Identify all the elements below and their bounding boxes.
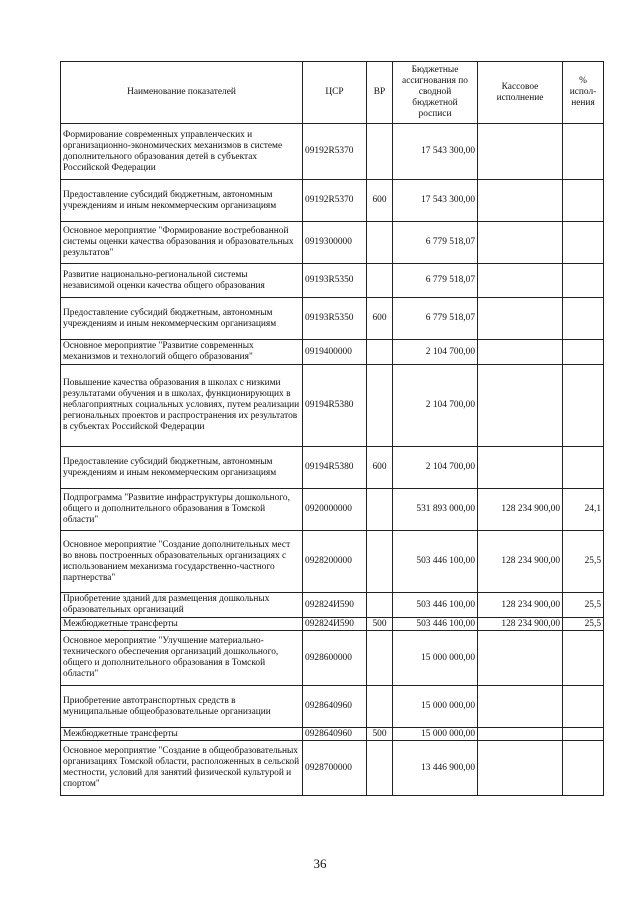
cell-vr: 600 — [367, 298, 393, 340]
cell-csr: 0919300000 — [303, 222, 367, 264]
cell-budget: 17 543 300,00 — [393, 180, 478, 222]
header-budget: Бюджетные ассигнования по сводной бюджетной росписи — [393, 62, 478, 124]
cell-budget: 15 000 000,00 — [393, 728, 478, 741]
cell-pct — [563, 298, 604, 340]
table-row — [61, 298, 604, 340]
header-pct: % испол-нения — [563, 62, 604, 124]
cell-cash — [478, 340, 563, 365]
table-row — [61, 180, 604, 222]
cell-cash — [478, 298, 563, 340]
cell-name: Основное мероприятие "Формирование востребованной системы оценки качества образования и образовательных результатов" — [61, 222, 303, 264]
budget-execution-table — [60, 61, 604, 796]
cell-budget: 17 543 300,00 — [393, 124, 478, 180]
table-header-row — [61, 62, 604, 124]
cell-vr — [367, 365, 393, 447]
cell-budget: 15 000 000,00 — [393, 631, 478, 686]
cell-name: Предоставление субсидий бюджетным, автономным учреждениям и иным некоммерческим организациям — [61, 447, 303, 489]
table-row — [61, 222, 604, 264]
header-csr: ЦСР — [303, 62, 367, 124]
cell-name: Предоставление субсидий бюджетным, автономным учреждениям и иным некоммерческим организациям — [61, 180, 303, 222]
header-cash: Кассовое исполнение — [478, 62, 563, 124]
cell-csr: 09193R5350 — [303, 298, 367, 340]
cell-pct — [563, 728, 604, 741]
cell-name: Формирование современных управленческих и организационно-экономических механизмов в системе дополнительного образования детей в субъектах Российской Федерации — [61, 124, 303, 180]
cell-pct: 25,5 — [563, 593, 604, 618]
cell-name: Развитие национально-региональной системы независимой оценки качества общего образования — [61, 264, 303, 298]
cell-pct: 25,5 — [563, 618, 604, 631]
cell-cash — [478, 124, 563, 180]
cell-vr — [367, 489, 393, 531]
table-row — [61, 741, 604, 796]
cell-csr: 092824И590 — [303, 618, 367, 631]
header-name: Наименование показателей — [61, 62, 303, 124]
cell-cash — [478, 447, 563, 489]
cell-vr: 600 — [367, 180, 393, 222]
cell-pct — [563, 264, 604, 298]
cell-vr — [367, 222, 393, 264]
cell-pct — [563, 686, 604, 728]
cell-cash: 128 234 900,00 — [478, 489, 563, 531]
cell-cash — [478, 264, 563, 298]
table-row — [61, 365, 604, 447]
cell-csr: 0928700000 — [303, 741, 367, 796]
table-row — [61, 686, 604, 728]
table-row — [61, 728, 604, 741]
cell-budget: 2 104 700,00 — [393, 447, 478, 489]
cell-pct — [563, 741, 604, 796]
table-row — [61, 489, 604, 531]
cell-cash — [478, 180, 563, 222]
cell-cash — [478, 222, 563, 264]
cell-csr: 0919400000 — [303, 340, 367, 365]
cell-budget: 503 446 100,00 — [393, 618, 478, 631]
cell-budget: 503 446 100,00 — [393, 593, 478, 618]
cell-name: Повышение качества образования в школах с низкими результатами обучения и в школах, функционирующих в неблагоприятных социальных условиях, путем реализации региональных проектов и распространения их результатов в субъектах Российской Федерации — [61, 365, 303, 447]
table-row — [61, 531, 604, 593]
cell-pct — [563, 365, 604, 447]
cell-cash — [478, 631, 563, 686]
cell-pct: 25,5 — [563, 531, 604, 593]
cell-vr: 600 — [367, 447, 393, 489]
cell-pct — [563, 222, 604, 264]
cell-name: Подпрограмма "Развитие инфраструктуры дошкольного, общего и дополнительного образования в Томской области" — [61, 489, 303, 531]
cell-name: Основное мероприятие "Улучшение материально-технического обеспечения организаций дошкольного, общего и дополнительного образования в Томской области" — [61, 631, 303, 686]
header-vr: ВР — [367, 62, 393, 124]
cell-vr — [367, 531, 393, 593]
cell-csr: 0928600000 — [303, 631, 367, 686]
table-row — [61, 447, 604, 489]
cell-budget: 2 104 700,00 — [393, 340, 478, 365]
cell-pct — [563, 180, 604, 222]
cell-csr: 0920000000 — [303, 489, 367, 531]
cell-budget: 15 000 000,00 — [393, 686, 478, 728]
table-row — [61, 340, 604, 365]
cell-pct — [563, 340, 604, 365]
cell-budget: 6 779 518,07 — [393, 264, 478, 298]
cell-csr: 09194R5380 — [303, 447, 367, 489]
cell-budget: 6 779 518,07 — [393, 222, 478, 264]
table-row — [61, 618, 604, 631]
cell-budget: 531 893 000,00 — [393, 489, 478, 531]
cell-vr — [367, 264, 393, 298]
cell-cash: 128 234 900,00 — [478, 593, 563, 618]
cell-vr — [367, 340, 393, 365]
cell-name: Основное мероприятие "Развитие современных механизмов и технологий общего образования" — [61, 340, 303, 365]
cell-name: Межбюджетные трансферты — [61, 618, 303, 631]
cell-cash: 128 234 900,00 — [478, 618, 563, 631]
cell-name: Предоставление субсидий бюджетным, автономным учреждениям и иным некоммерческим организациям — [61, 298, 303, 340]
table-row — [61, 124, 604, 180]
cell-budget: 6 779 518,07 — [393, 298, 478, 340]
cell-csr: 09192R5370 — [303, 124, 367, 180]
cell-cash: 128 234 900,00 — [478, 531, 563, 593]
cell-csr: 092824И590 — [303, 593, 367, 618]
cell-csr: 09192R5370 — [303, 180, 367, 222]
cell-csr: 09194R5380 — [303, 365, 367, 447]
page-number: 36 — [313, 856, 327, 871]
cell-vr — [367, 686, 393, 728]
cell-vr — [367, 124, 393, 180]
cell-name: Межбюджетные трансферты — [61, 728, 303, 741]
cell-pct — [563, 447, 604, 489]
cell-pct: 24,1 — [563, 489, 604, 531]
table-row — [61, 593, 604, 618]
cell-pct — [563, 124, 604, 180]
cell-cash — [478, 365, 563, 447]
cell-vr: 500 — [367, 618, 393, 631]
cell-name: Приобретение зданий для размещения дошкольных образовательных организаций — [61, 593, 303, 618]
cell-csr: 09193R5350 — [303, 264, 367, 298]
cell-csr: 0928640960 — [303, 728, 367, 741]
budget-table-container — [60, 61, 603, 796]
cell-cash — [478, 728, 563, 741]
cell-budget: 503 446 100,00 — [393, 531, 478, 593]
cell-vr — [367, 741, 393, 796]
table-row — [61, 631, 604, 686]
cell-pct — [563, 631, 604, 686]
cell-csr: 0928200000 — [303, 531, 367, 593]
cell-name: Приобретение автотранспортных средств в муниципальные общеобразовательные организации — [61, 686, 303, 728]
cell-name: Основное мероприятие "Создание дополнительных мест во вновь построенных образовательных организациях с использованием механизма государственно-частного партнерства" — [61, 531, 303, 593]
cell-cash — [478, 686, 563, 728]
cell-name: Основное мероприятие "Создание в общеобразовательных организациях Томской области, расположенных в сельской местности, условий для занятий физической культурой и спортом" — [61, 741, 303, 796]
cell-budget: 2 104 700,00 — [393, 365, 478, 447]
cell-vr: 500 — [367, 728, 393, 741]
cell-vr — [367, 593, 393, 618]
cell-budget: 13 446 900,00 — [393, 741, 478, 796]
cell-csr: 0928640960 — [303, 686, 367, 728]
cell-cash — [478, 741, 563, 796]
cell-vr — [367, 631, 393, 686]
table-row — [61, 264, 604, 298]
